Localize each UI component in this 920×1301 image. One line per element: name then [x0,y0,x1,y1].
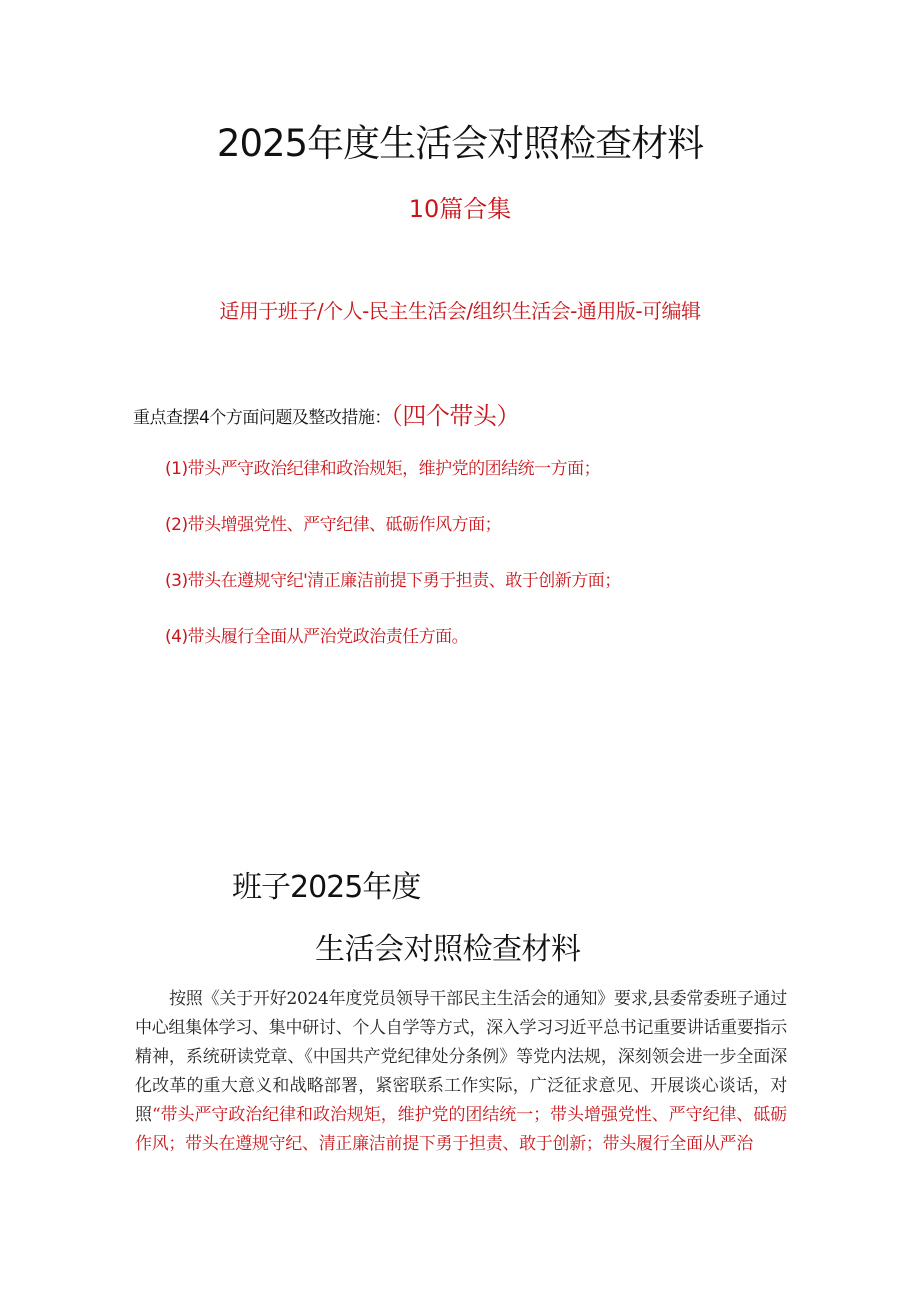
section-title-line1: 班子2025年度 [232,870,421,905]
aspect-item: (3)带头在遵规守纪'清正廉洁前提下勇于担责、敢于创新方面； [165,571,621,591]
section-title-line2: 生活会对照检查材料 [315,932,581,967]
focus-tag: （四个带头） [390,402,520,430]
applicable-scope-line: 适用于班子/个人-民主生活会/组织生活会-通用版-可编辑 [219,299,701,323]
body-text-red: “带头严守政治纪律和政治规矩，维护党的团结统一；带头增强党性、严守纪律、砥砺作风；带头在遵规守纪、清正廉洁前提下勇于担责、敢于创新；带头履行全面从严治 [135,1105,787,1154]
body-text-black: 按照《关于开好2024年度党员领导干部民主生活会的通知》要求,县委常委班子通过中心组集体学习、集中研讨、个人自学等方式，深入学习习近平总书记重要讲话重要指示精神，系统研读党章、《中国共产党纪律处分条例》等党内法规，深刻领会进一步全面深化改革的重大意义和战略部署，紧密联系工作实际，广泛征求意见、开展谈心谈话，对照 [135,989,787,1125]
focus-label: 重点查摆4个方面问题及整改措施： [133,408,391,428]
aspect-item: (4)带头履行全面从严治党政治责任方面。 [165,627,469,647]
document-subtitle: 10篇合集 [408,195,512,223]
focus-heading [133,398,833,436]
aspects-list [165,454,865,678]
aspect-item: (1)带头严守政治纪律和政治规矩，维护党的团结统一方面； [165,459,601,479]
aspect-item: (2)带头增强党性、严守纪律、砥砺作风方面； [165,515,502,535]
section-body-paragraph [135,985,787,1159]
document-title: 2025年度生活会对照检查材料 [216,122,704,165]
